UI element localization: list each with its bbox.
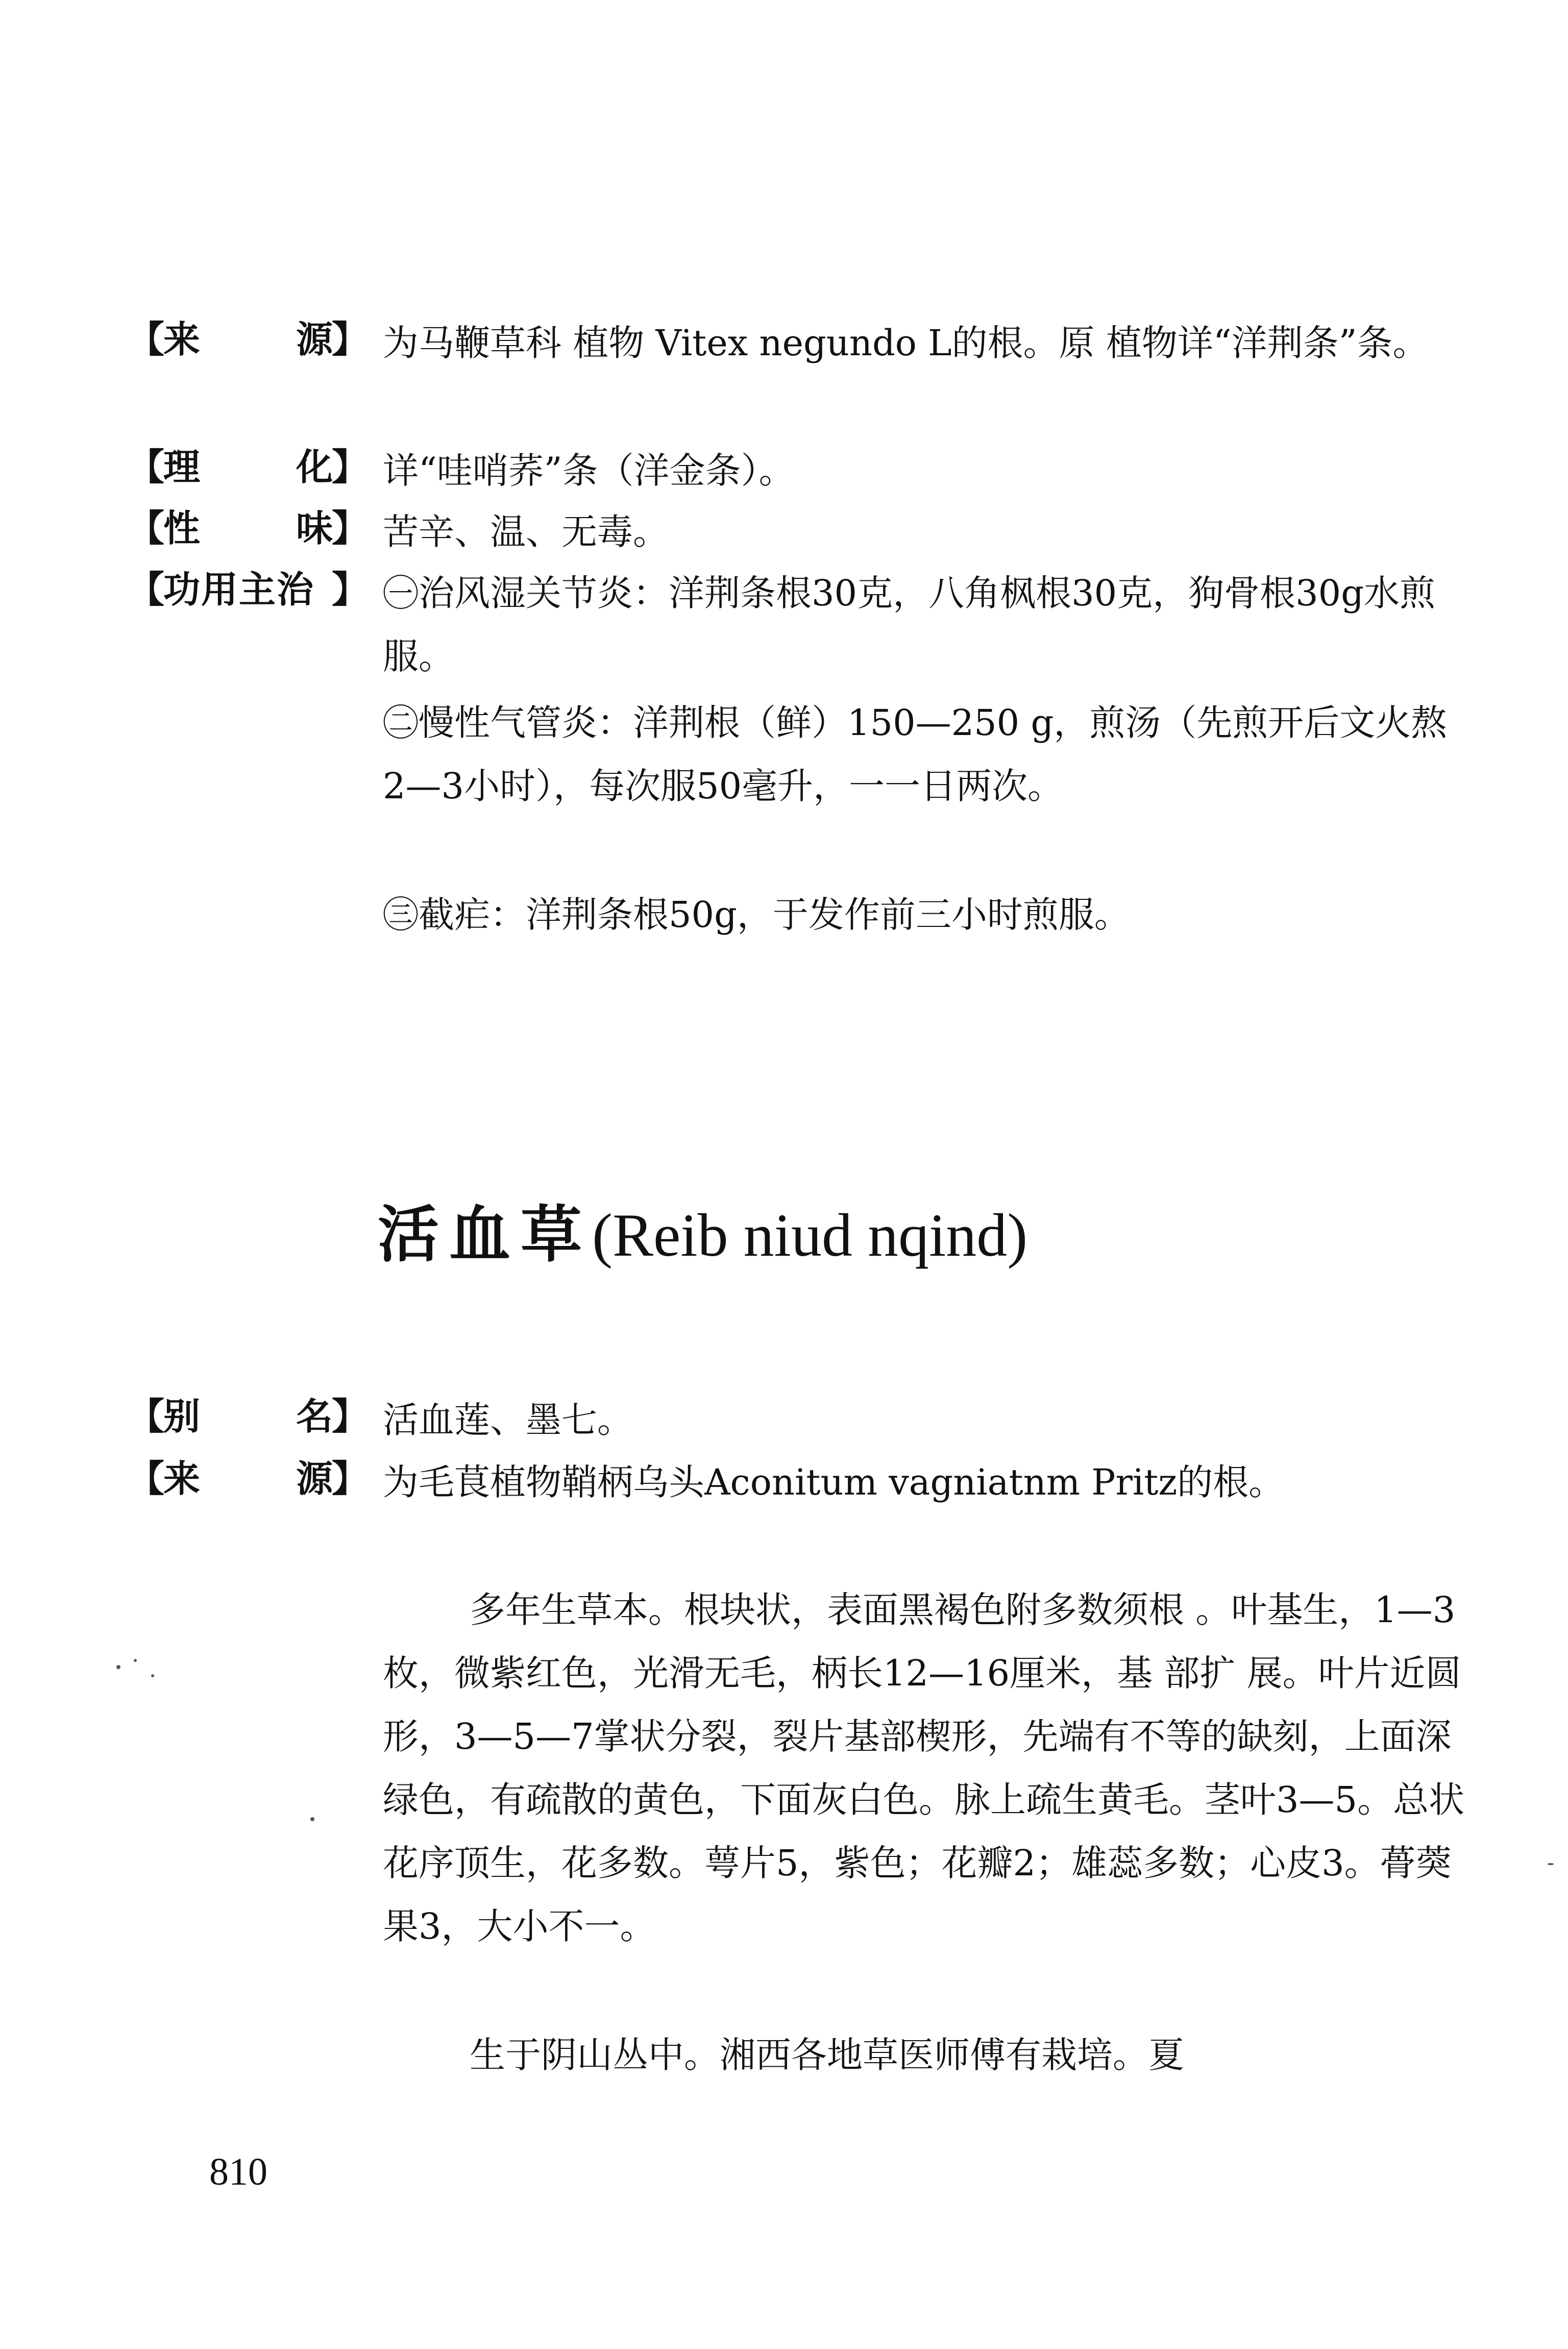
indication-item-3: ㊂截疟：洋荆条根50g，于发作前三小时煎服。 [383, 894, 1130, 936]
title-latin: (Reib niud nqind) [592, 1201, 1028, 1269]
indication-item-1: ㊀治风湿关节炎：洋荆条根30克，八角枫根30克，狗骨根30g水煎服。 [383, 572, 1436, 677]
habitat-paragraph: 生于阴山丛中。湘西各地草医师傅有栽培。夏 [470, 2034, 1184, 2076]
source-text: 为毛茛植物鞘柄乌头Aconitum vagniatnm Pritz的根。 [383, 1461, 1285, 1503]
indication-item-2: ㊁慢性气管炎：洋荆根（鲜）150—250 g，煎汤（先煎开后文火熬2—3小时），每次服50毫升，一一日两次。 [383, 702, 1447, 807]
alias-row: 【 别 名 】 活血莲、墨七。 [128, 1388, 1506, 1452]
alias-text: 活血莲、墨七。 [383, 1399, 633, 1441]
nature-row: 【 性 味 】 苦辛、温、无毒。 [128, 500, 1506, 564]
scan-speck [151, 1674, 154, 1677]
source-text: 为马鞭草科 植物 Vitex negundo L的根。原 植物详“洋荆条”条。 [383, 322, 1429, 364]
title-chinese: 活血草 [378, 1200, 592, 1270]
scan-speck [134, 1659, 137, 1662]
scan-speck [116, 1665, 120, 1669]
description-paragraph: 多年生草本。根块状，表面黑褐色附多数须根 。叶基生，1—3枚，微紫红色，光滑无毛，柄长12—16厘米，基 部扩 展。叶片近圆形，3—5—7掌状分裂，裂片基部楔形，先端有不等的缺刻，上面深绿色，有疏散的黄色，下面灰白色。脉上疏生黄毛。茎叶3—5。总状花序顶生，花多数。萼片5，紫色；花瓣2；雄蕊多数；心皮3。蓇葖果3，大小不一。 [383, 1589, 1465, 1947]
physchem-row: 【 理 化 】 详“哇哨荞”条（洋金条）。 [128, 439, 1506, 502]
source-row-2: 【 来 源 】 为毛茛植物鞘柄乌头Aconitum vagniatnm Pritz的根。 多年生草本。根块状，表面黑褐色附多数须根 。叶基生，1—3枚，微紫红色，光滑无毛，柄长12—16厘米，基 部扩 展。叶片近圆形，3—5—7掌状分裂，裂片基部楔形，先端有不等的缺刻，上面深绿色，有疏散的黄色，下面灰白色。脉上疏生黄毛。茎叶3—5。总状花序顶生，花多数。萼片5，紫色；花瓣2；雄蕊多数；心皮3。蓇葖果3，大小不一。 生于阴山丛中。湘西各地草医师傅有栽培。夏 [128, 1451, 1506, 2165]
indications-row: 【 功用主治 】 ㊀治风湿关节炎：洋荆条根30克，八角枫根30克，狗骨根30g水煎服。 ㊁慢性气管炎：洋荆根（鲜）150—250 g，煎汤（先煎开后文火熬2—3小时），每次服50毫升，一一日两次。 ㊂截疟：洋荆条根50g，于发作前三小时煎服。 [128, 561, 1506, 949]
source-row-1: 【 来 源 】 为马鞭草科 植物 Vitex negundo L的根。原 植物详“洋荆条”条。 [128, 311, 1506, 439]
physchem-text: 详“哇哨荞”条（洋金条）。 [383, 450, 795, 492]
entry-title [378, 1194, 1027, 1276]
nature-text: 苦辛、温、无毒。 [383, 511, 669, 553]
scan-speck [310, 1817, 314, 1821]
scan-speck [1548, 1863, 1554, 1865]
page-number: 810 [209, 2150, 267, 2193]
